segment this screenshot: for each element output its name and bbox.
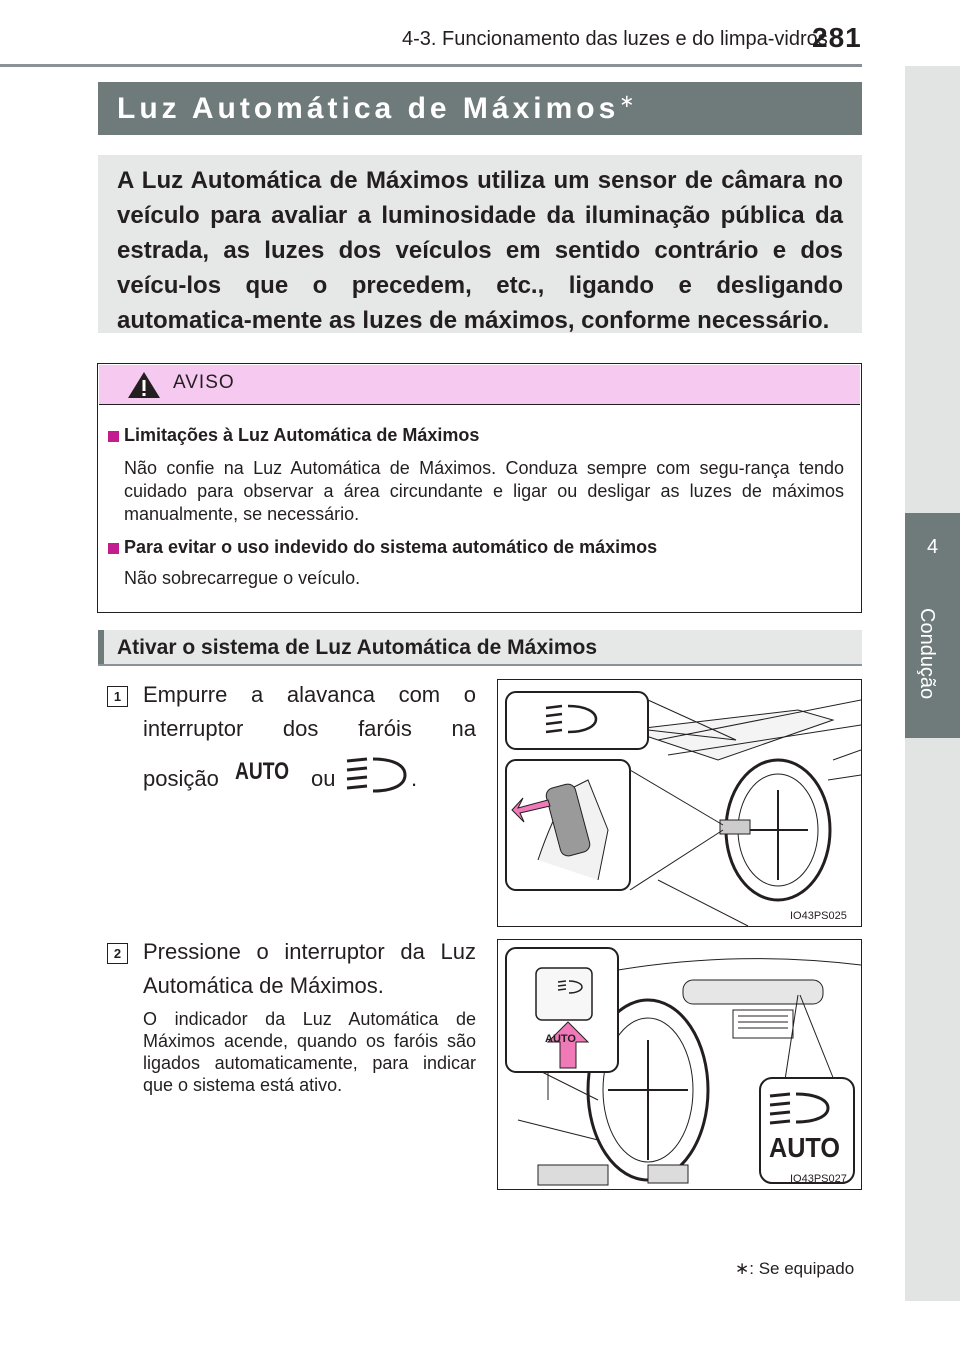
step-1-badge: 1 (107, 686, 128, 707)
figure-2 (497, 939, 862, 1190)
step-1-line-3-prefix: posição (143, 766, 219, 791)
section-title-text: Luz Automática de Máximos (117, 92, 620, 125)
step-1-connector: ou (311, 766, 336, 791)
headlight-high-beam-icon (345, 755, 409, 799)
step-1-line-2: interruptor dos faróis na (143, 716, 476, 741)
warning-triangle-icon (126, 370, 162, 400)
subsection-title: Ativar o sistema de Luz Automática de Máximos (117, 636, 598, 659)
warning-item-2-body: Não sobrecarregue o veículo. (124, 568, 361, 588)
equipped-marker: ∗ (619, 91, 635, 111)
warning-item-2-heading: Para evitar o uso indevido do sistema automático de máximos (124, 537, 658, 557)
step-2-note: O indicador da Luz Automática de Máximos acende, quando os faróis são ligados automaticamente, para indicar que o sistema está ativo. (143, 1009, 476, 1095)
footnote-marker: ∗ (735, 1259, 750, 1278)
section-title (117, 91, 634, 126)
warning-bullet-2 (108, 543, 119, 554)
subsection-underline (98, 664, 862, 666)
step-2-text: Pressione o interruptor da Luz Automática de Máximos. (143, 939, 476, 998)
chapter-number: 4 (926, 536, 939, 558)
header-rule (0, 64, 862, 67)
footnote-text: : Se equipado (749, 1259, 855, 1278)
subsection-accent (98, 630, 104, 666)
inset-auto-label: AUTO (545, 1033, 576, 1045)
step-1-suffix: . (411, 766, 418, 791)
figure-2-code: IO43PS027 (790, 1173, 847, 1185)
step-2-badge: 2 (107, 943, 128, 964)
lever-illustration (498, 680, 861, 926)
footnote (735, 1259, 854, 1279)
figure-1-code: IO43PS025 (790, 910, 847, 922)
step-1-line-1: Empurre a alavanca com o (143, 682, 476, 707)
warning-bullet-1 (108, 431, 119, 442)
chapter-label: Condução (916, 608, 938, 700)
auto-position-label: AUTO (235, 758, 290, 785)
figure-1 (497, 679, 862, 927)
warning-item-1-heading: Limitações à Luz Automática de Máximos (124, 425, 480, 445)
warning-item-1-body: Não confie na Luz Automática de Máximos. Conduza sempre com segu-rança tendo cuidado para observar a área circundante e ligar ou desligar as luzes de máximos manualmente, se necessário. (124, 458, 844, 524)
intro-text: A Luz Automática de Máximos utiliza um sensor de câmara no veículo para avaliar a luminosidade da iluminação pública da estrada, as luzes dos veículos em sentido contrário e dos veícu-los que o precedem, etc., ligando e desligando automatica-mente as luzes de máximos, conforme necessário. (117, 167, 843, 334)
indicator-auto-label: AUTO (769, 1132, 840, 1163)
warning-title: AVISO (173, 372, 235, 393)
running-header-section: 4-3. Funcionamento das luzes e do limpa-vidros (402, 28, 828, 50)
page-number: 281 (812, 22, 862, 53)
